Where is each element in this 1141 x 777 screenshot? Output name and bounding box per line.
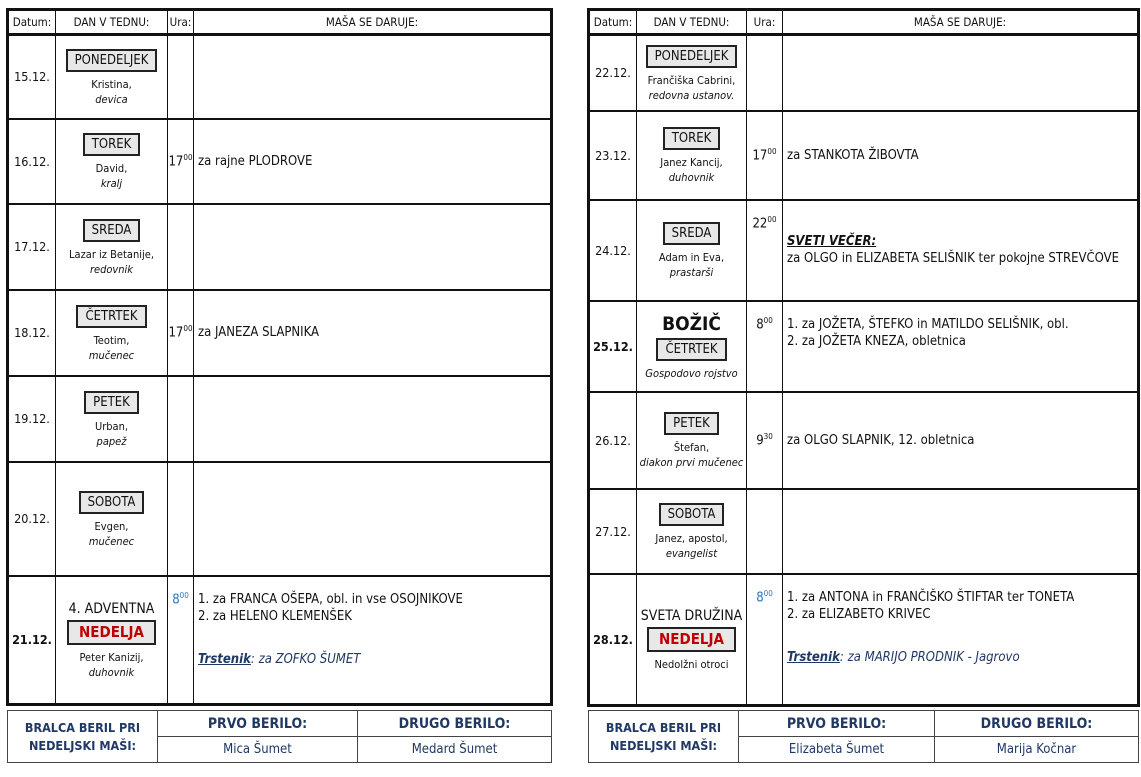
date-cell: 28.12. [589,574,637,706]
feast-name: BOŽIČ [662,312,721,335]
mass-intention: za STANKOTA ŽIBOVTA [787,147,919,163]
saint-role: diakon prvi mučenec [639,456,744,469]
day-row [8,576,552,705]
weekday-label: TOREK [663,127,721,150]
saint-of-day [56,247,167,277]
mass-time [747,301,783,392]
mass-time [168,35,194,119]
day-cell [56,35,168,119]
header-time: Ura: [168,10,194,35]
mass-intention: za OLGO SLAPNIK, 12. obletnica [787,432,975,448]
mass-intention: 1. za ANTONA in FRANČIŠKO ŠTIFTAR ter TONETA [787,589,1075,605]
time-hour: 8 [756,589,764,605]
mass-intentions [783,574,1139,706]
mass-time [747,200,783,301]
day-cell [637,200,747,301]
saint-name: Teotim, [93,333,130,347]
saint-name: Nedolžni otroci [654,657,729,671]
date-cell: 18.12. [8,290,56,376]
day-cell [637,489,747,574]
mass-intention: 1. za JOŽETA, ŠTEFKO in MATILDO SELIŠNIK, obl. [787,316,1069,332]
day-cell [56,376,168,462]
weekday-label: PONEDELJEK [66,49,158,72]
readers-table-week-2 [588,710,1139,763]
mass-time [168,462,194,576]
date-cell: 20.12. [8,462,56,576]
saint-name: Frančiška Cabrini, [647,73,736,87]
day-row [8,119,552,204]
header-day: DAN V TEDNU: [56,10,168,35]
saint-name: Janez, apostol, [655,532,728,545]
time-minutes: 00 [763,588,773,598]
day-row [8,376,552,462]
day-cell [637,574,747,706]
weekday-label: ČETRTEK [656,338,726,361]
mass-intention: 2. za JOŽETA KNEZA, obletnica [787,333,966,349]
saint-of-day [56,333,167,363]
mass-intentions [783,489,1139,574]
mass-intention: za OLGO in ELIZABETA SELIŠNIK ter pokojne STREVČOVE [787,251,1120,266]
trstenik-text: : za MARIJO PRODNIK - Jagrovo [839,649,1020,665]
weekday-label: PONEDELJEK [646,45,738,68]
saint-role: redovna ustanov. [648,88,735,102]
date-cell: 25.12. [589,301,637,392]
saint-of-day [637,250,746,280]
mass-intentions [783,35,1139,111]
feast-name: 4. ADVENTNA [68,600,155,617]
saint-name: Janez Kancij, [660,156,723,169]
time-hour: 17 [168,325,184,341]
mass-time [747,35,783,111]
saint-of-day [637,440,746,470]
second-reading-label: DRUGO BERILO: [358,711,552,737]
saint-role: papež [96,434,127,448]
mass-intention: za rajne PLODROVE [198,153,313,169]
saint-role: prastarši [669,266,714,279]
header-mass: MAŠA SE DARUJE: [194,10,552,35]
date-cell: 19.12. [8,376,56,462]
trstenik-text: : za ZOFKO ŠUMET [250,651,361,667]
header-mass: MAŠA SE DARUJE: [783,10,1139,35]
time-minutes: 00 [183,324,193,334]
mass-intentions [194,376,552,462]
second-reading-label: DRUGO BERILO: [935,711,1139,737]
date-cell: 22.12. [589,35,637,111]
weekday-label: SREDA [83,219,141,242]
time-hour: 17 [752,148,768,164]
mass-intentions [194,576,552,705]
weekday-label: SOBOTA [79,491,145,514]
saint-role: Gospodovo rojstvo [645,366,738,380]
trstenik-intention [787,649,1137,666]
mass-intentions [783,301,1139,392]
weekday-label: NEDELJA [67,620,156,645]
readers-table-week-1 [7,710,552,763]
day-cell [637,392,747,489]
day-row [589,111,1139,200]
time-minutes: 00 [763,315,773,325]
schedule-week-1 [6,8,553,706]
saint-role: duhovnik [88,665,135,679]
day-row [8,462,552,576]
header-day: DAN V TEDNU: [637,10,747,35]
saint-name: Štefan, [673,441,710,454]
mass-intention: 2. za HELENO KLEMENŠEK [198,608,352,624]
mass-time [747,574,783,706]
mass-intentions [783,200,1139,301]
saint-name: Adam in Eva, [658,251,725,264]
day-row [8,35,552,119]
mass-intentions [783,111,1139,200]
date-cell: 27.12. [589,489,637,574]
saint-role: mučenec [88,348,135,362]
mass-heading: SVETI VEČER: [787,234,877,249]
mass-time [168,204,194,290]
saint-role: evangelist [665,547,718,560]
weekday-label: SREDA [663,222,721,245]
saint-role: redovnik [89,262,134,276]
date-cell: 16.12. [8,119,56,204]
mass-intention: 1. za FRANCA OŠEPA, obl. in vse OSOJNIKOVE [198,591,463,607]
saint-of-day [56,650,167,680]
weekday-label: NEDELJA [647,627,736,652]
readers-label: BRALCA BERIL PRI NEDELJSKI MAŠI: [589,711,739,763]
first-reading-label: PRVO BERILO: [739,711,935,737]
header-time: Ura: [747,10,783,35]
header-date: Datum: [8,10,56,35]
mass-intention: za JANEZA SLAPNIKA [198,325,320,340]
date-cell: 15.12. [8,35,56,119]
saint-name: David, [95,162,128,175]
saint-role: mučenec [88,534,135,548]
mass-intentions [194,119,552,204]
saint-of-day [637,73,746,103]
date-cell: 23.12. [589,111,637,200]
time-minutes: 00 [183,152,193,162]
mass-time [747,489,783,574]
second-reader: Marija Kočnar [935,737,1139,763]
weekday-label: SOBOTA [659,503,725,526]
time-hour: 17 [168,154,184,170]
day-row [8,290,552,376]
mass-time [168,119,194,204]
mass-time [747,111,783,200]
day-row [589,35,1139,111]
date-cell: 24.12. [589,200,637,301]
weekday-label: PETEK [664,412,719,435]
mass-intentions [194,35,552,119]
time-hour: 22 [752,215,768,231]
mass-time [168,576,194,705]
day-row [589,489,1139,574]
saint-name: Evgen, [94,519,129,533]
day-cell [56,290,168,376]
second-reader: Medard Šumet [358,737,552,763]
day-row [8,204,552,290]
saint-of-day [637,366,746,381]
schedule-week-2 [587,8,1140,707]
day-row [589,200,1139,301]
day-cell [637,301,747,392]
saint-role: devica [95,92,128,106]
weekday-label: ČETRTEK [76,305,146,328]
saint-of-day [56,519,167,549]
saint-name: Urban, [94,419,129,433]
feast-name: SVETA DRUŽINA [640,607,743,624]
day-row [589,392,1139,489]
saint-of-day [637,155,746,185]
mass-time [747,392,783,489]
weekday-label: PETEK [84,391,139,414]
date-cell: 21.12. [8,576,56,705]
trstenik-label: Trstenik [787,649,840,665]
mass-intentions [783,392,1139,489]
saint-of-day [56,161,167,191]
saint-of-day [637,657,746,672]
time-minutes: 00 [179,590,189,600]
saint-of-day [56,419,167,449]
day-cell [56,462,168,576]
day-row [589,301,1139,392]
saint-role: duhovnik [668,171,715,184]
time-hour: 8 [172,591,180,607]
day-cell [637,111,747,200]
trstenik-label: Trstenik [198,651,251,667]
mass-intentions [194,204,552,290]
mass-time [168,290,194,376]
saint-name: Peter Kanizij, [79,650,144,664]
mass-time [168,376,194,462]
saint-of-day [637,531,746,561]
date-cell: 17.12. [8,204,56,290]
time-minutes: 30 [763,431,773,441]
saint-of-day [56,77,167,107]
day-cell [56,204,168,290]
trstenik-intention [198,651,550,668]
header-date: Datum: [589,10,637,35]
saint-role: kralj [100,177,123,190]
time-minutes: 00 [767,214,777,224]
time-hour: 8 [756,316,764,332]
day-cell [56,576,168,705]
date-cell: 26.12. [589,392,637,489]
time-hour: 9 [756,433,764,449]
weekday-label: TOREK [83,133,141,156]
mass-intention: 2. za ELIZABETO KRIVEC [787,606,931,622]
day-cell [56,119,168,204]
day-row [589,574,1139,706]
saint-name: Lazar iz Betanije, [69,247,154,261]
day-cell [637,35,747,111]
time-minutes: 00 [767,146,777,156]
mass-intentions [194,462,552,576]
first-reader: Mica Šumet [158,737,358,763]
first-reading-label: PRVO BERILO: [158,711,358,737]
readers-label: BRALCA BERIL PRI NEDELJSKI MAŠI: [8,711,158,763]
mass-intentions [194,290,552,376]
first-reader: Elizabeta Šumet [739,737,935,763]
saint-name: Kristina, [91,77,132,91]
